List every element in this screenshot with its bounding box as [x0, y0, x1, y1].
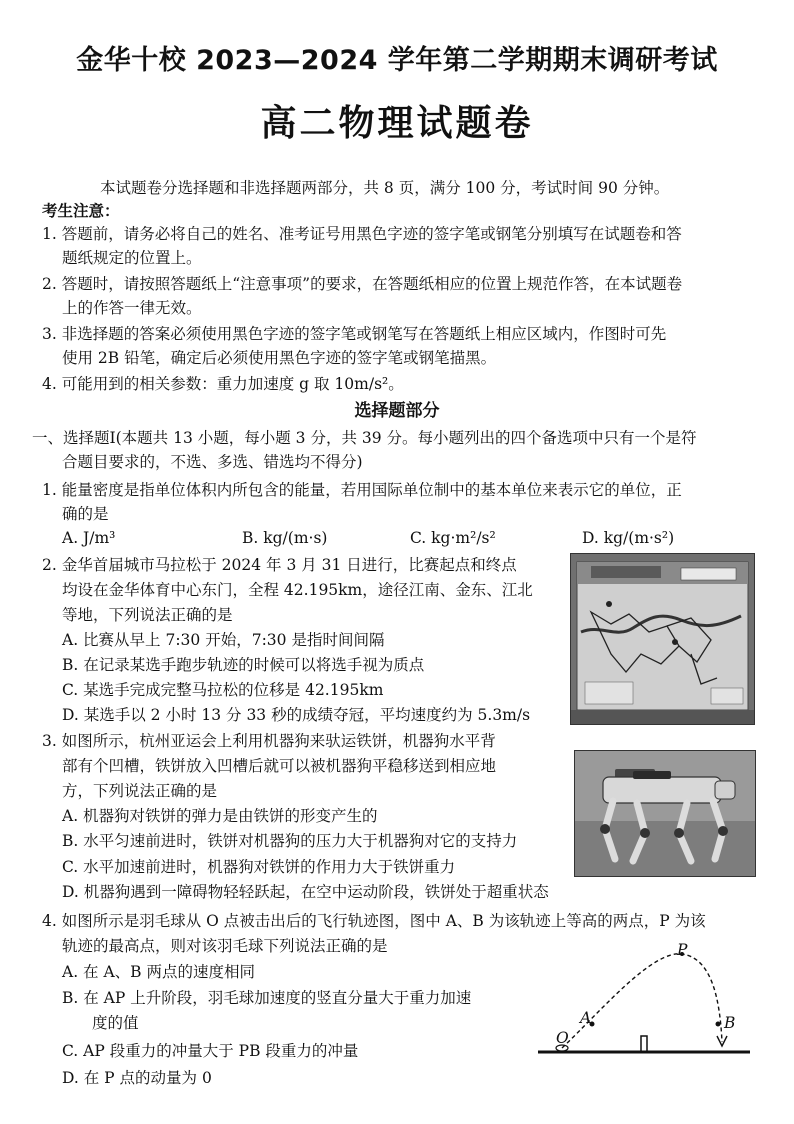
- q1-stem-cont: 确的是: [62, 505, 109, 523]
- q2-option-d: D. 某选手以 2 小时 13 分 33 秒的成绩夺冠，平均速度约为 5.3m/s: [62, 706, 531, 724]
- robot-dog-photo: [574, 750, 756, 877]
- notice-heading: 考生注意：: [42, 201, 120, 220]
- label-a: A: [580, 1009, 592, 1027]
- q2-option-c: C. 某选手完成完整马拉松的位移是 42.195km: [62, 681, 384, 699]
- notice-item: 使用 2B 铅笔，确定后必须使用黑色字迹的签字笔或钢笔描黑。: [62, 349, 497, 367]
- q3-stem-cont: 方，下列说法正确的是: [62, 782, 218, 800]
- q3-stem-cont: 部有个凹槽，铁饼放入凹槽后就可以被机器狗平稳移送到相应地: [62, 757, 497, 775]
- q4-option-d: D. 在 P 点的动量为 0: [62, 1069, 212, 1087]
- q3-stem: 3. 如图所示，杭州亚运会上利用机器狗来驮运铁饼，机器狗水平背: [42, 732, 496, 750]
- q4-stem-cont: 轨迹的最高点，则对该羽毛球下列说法正确的是: [62, 937, 388, 955]
- route-map-icon: [571, 554, 754, 724]
- q4-option-a: A. 在 A、B 两点的速度相同: [62, 963, 255, 981]
- exam-subtitle: 高二物理试题卷: [260, 103, 534, 144]
- exam-title: 金华十校 2023—2024 学年第二学期期末调研考试: [76, 45, 718, 76]
- q4-option-b-cont: 度的值: [92, 1014, 139, 1032]
- notice-item: 题纸规定的位置上。: [62, 249, 202, 267]
- q2-option-b: B. 在记录某选手跑步轨迹的时候可以将选手视为质点: [62, 656, 425, 674]
- q1-option-d: D. kg/(m·s²): [582, 529, 675, 547]
- q4-option-c: C. AP 段重力的冲量大于 PB 段重力的冲量: [62, 1042, 359, 1060]
- q2-option-a: A. 比赛从早上 7:30 开始，7:30 是指时间间隔: [62, 631, 385, 649]
- part1-instructions-cont: 合题目要求的，不选、多选、错选均不得分): [62, 453, 363, 471]
- q4-option-b: B. 在 AP 上升阶段，羽毛球加速度的竖直分量大于重力加速: [62, 989, 472, 1007]
- label-o: O: [556, 1029, 569, 1047]
- label-p: P: [677, 941, 688, 959]
- q2-stem-cont: 均设在金华体育中心东门，全程 42.195km，途径江南、金东、江北: [62, 581, 533, 599]
- trajectory-path: [562, 954, 722, 1048]
- q1-stem: 1. 能量密度是指单位体积内所包含的能量，若用国际单位制中的基本单位来表示它的单位，正: [42, 481, 682, 499]
- marathon-route-map-image: [570, 553, 755, 725]
- q3-option-d: D. 机器狗遇到一障碍物轻轻跃起，在空中运动阶段，铁饼处于超重状态: [62, 883, 549, 901]
- notice-item: 3. 非选择题的答案必须使用黑色字迹的签字笔或钢笔写在答题纸上相应区域内，作图时可先: [42, 325, 667, 343]
- notice-item: 1. 答题前，请务必将自己的姓名、准考证号用黑色字迹的签字笔或钢笔分别填写在试题卷和答: [42, 225, 682, 243]
- q1-option-c: C. kg·m²/s²: [410, 529, 496, 547]
- notice-item: 2. 答题时，请按照答题纸上“注意事项”的要求，在答题纸相应的位置上规范作答，在本试题卷: [42, 275, 683, 293]
- intro-text: 本试题卷分选择题和非选择题两部分，共 8 页，满分 100 分，考试时间 90 分钟。: [100, 179, 670, 197]
- q2-stem-cont: 等地，下列说法正确的是: [62, 606, 233, 624]
- q1-option-a: A. J/m³: [62, 529, 116, 547]
- q2-stem: 2. 金华首届城市马拉松于 2024 年 3 月 31 日进行，比赛起点和终点: [42, 556, 517, 574]
- net-post: [641, 1036, 647, 1052]
- q3-option-c: C. 水平加速前进时，机器狗对铁饼的作用力大于铁饼重力: [62, 858, 456, 876]
- q3-option-b: B. 水平匀速前进时，铁饼对机器狗的压力大于机器狗对它的支持力: [62, 832, 518, 850]
- q4-stem: 4. 如图所示是羽毛球从 O 点被击出后的飞行轨迹图，图中 A、B 为该轨迹上等高的两点，P 为该: [42, 912, 706, 930]
- notice-item: 4. 可能用到的相关参数：重力加速度 g 取 10m/s²。: [42, 375, 404, 393]
- notice-item: 上的作答一律无效。: [62, 299, 202, 317]
- point-b: [716, 1022, 721, 1027]
- q3-option-a: A. 机器狗对铁饼的弹力是由铁饼的形变产生的: [62, 807, 378, 825]
- label-b: B: [724, 1014, 736, 1032]
- robot-dog-icon: [575, 751, 755, 876]
- q1-option-b: B. kg/(m·s): [242, 529, 328, 547]
- part1-instructions: 一、选择题Ⅰ(本题共 13 小题，每小题 3 分，共 39 分。每小题列出的四个备选项中只有一个是符: [32, 429, 697, 447]
- section-title: 选择题部分: [354, 401, 440, 421]
